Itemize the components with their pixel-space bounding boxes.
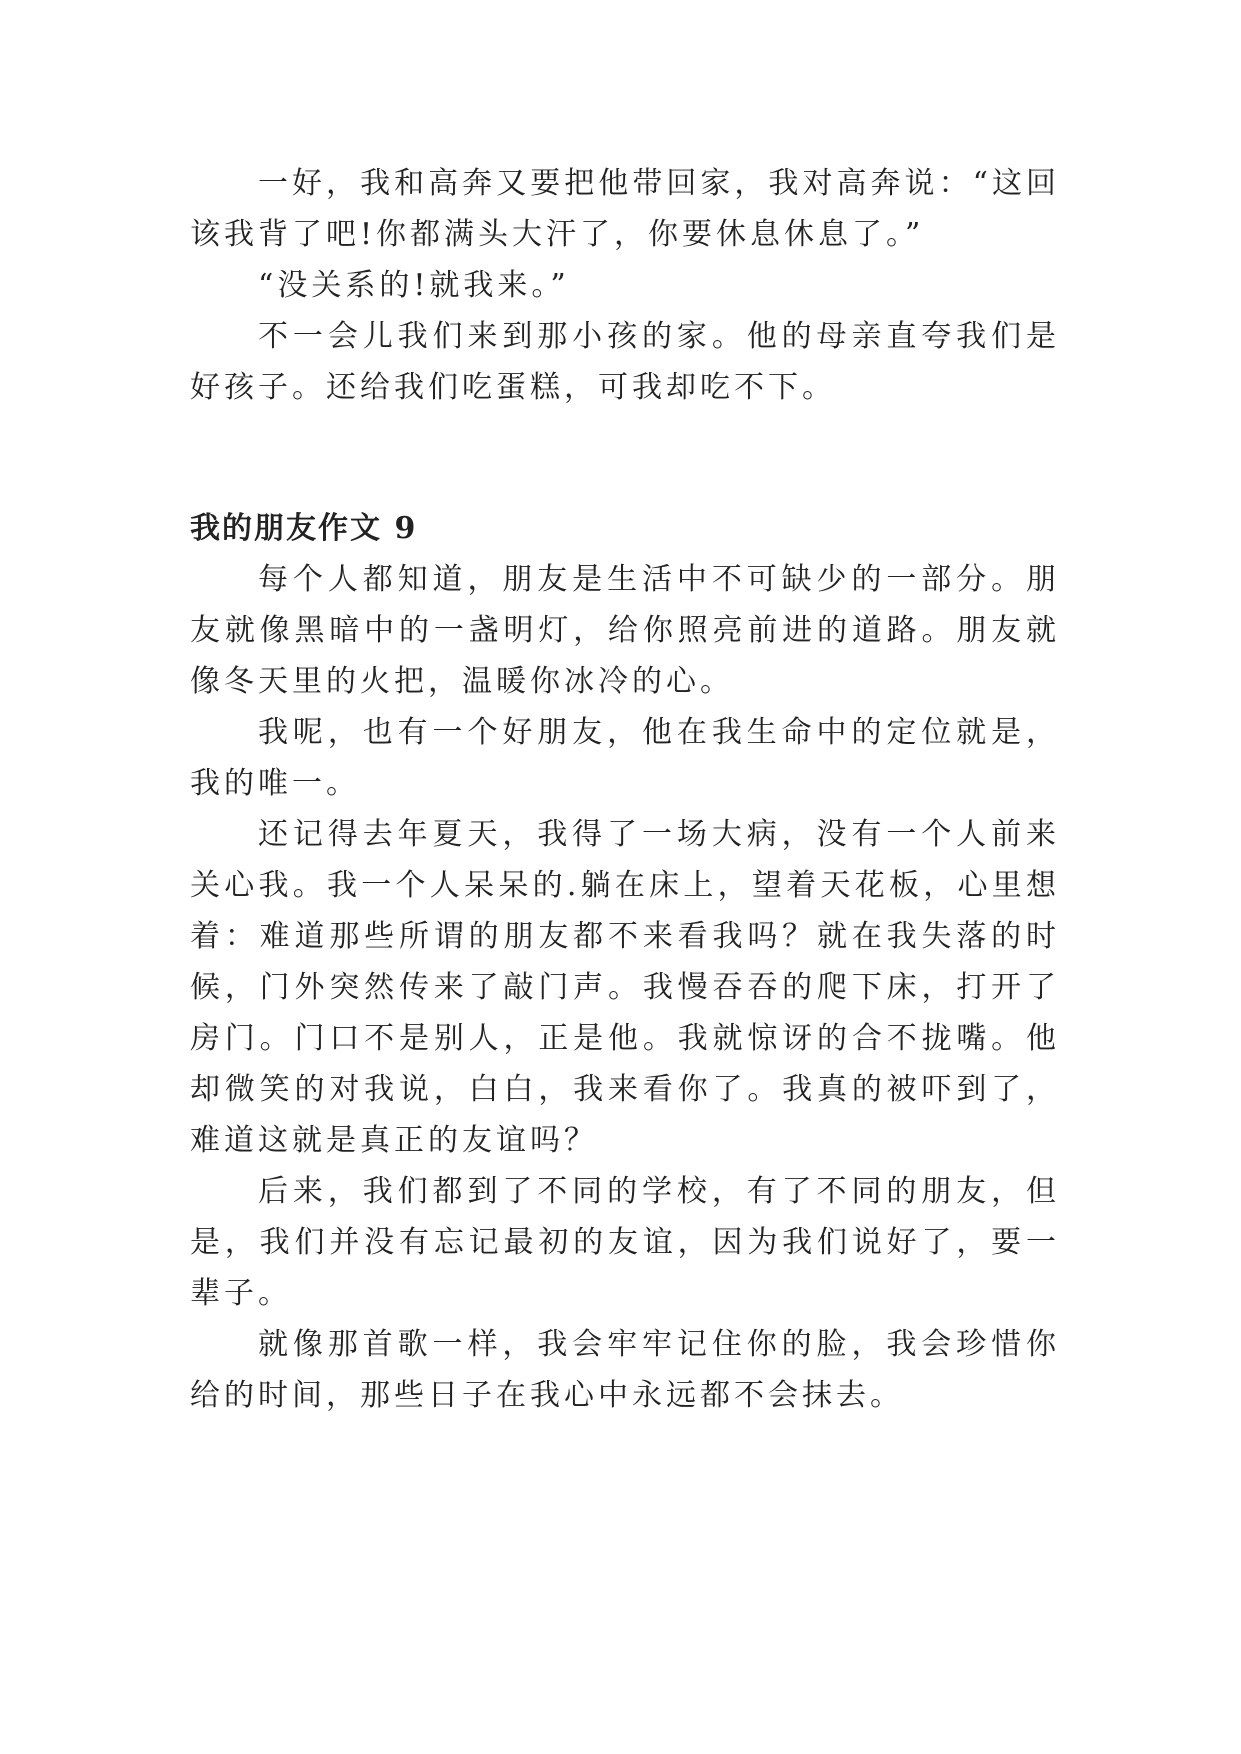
paragraph-song: 就像那首歌一样，我会牢牢记住你的脸，我会珍惜你给的时间，那些日子在我心中永远都不会抹去。: [190, 1327, 1060, 1413]
paragraph-carryover: 一好，我和高奔又要把他带回家，我对高奔说：“这回该我背了吧!你都满头大汗了，你要休息休息了。”: [190, 166, 1060, 252]
section-title: 我的朋友作文 9: [190, 511, 418, 546]
paragraph-visit-home: 不一会儿我们来到那小孩的家。他的母亲直夸我们是好孩子。还给我们吃蛋糕，可我却吃不下。: [190, 319, 1060, 405]
paragraph-different-schools: 后来，我们都到了不同的学校，有了不同的朋友，但是，我们并没有忘记最初的友谊，因为我们说好了，要一辈子。: [190, 1174, 1060, 1311]
document-body: [190, 158, 1060, 1421]
paragraph-dialogue: “没关系的!就我来。”: [258, 268, 570, 303]
paragraph-intro: 每个人都知道，朋友是生活中不可缺少的一部分。朋友就像黑暗中的一盏明灯，给你照亮前进的道路。朋友就像冬天里的火把，温暖你冰冷的心。: [190, 562, 1060, 699]
paragraph-illness-story: 还记得去年夏天，我得了一场大病，没有一个人前来关心我。我一个人呆呆的.躺在床上，望着天花板，心里想着：难道那些所谓的朋友都不来看我吗？就在我失落的时候，门外突然传来了敲门声。我慢吞吞的爬下床，打开了房门。门口不是别人，正是他。我就惊讶的合不拢嘴。他却微笑的对我说，白白，我来看你了。我真的被吓到了，难道这就是真正的友谊吗？: [190, 817, 1060, 1158]
paragraph-only-friend: 我呢，也有一个好朋友，他在我生命中的定位就是，我的唯一。: [190, 715, 1060, 801]
